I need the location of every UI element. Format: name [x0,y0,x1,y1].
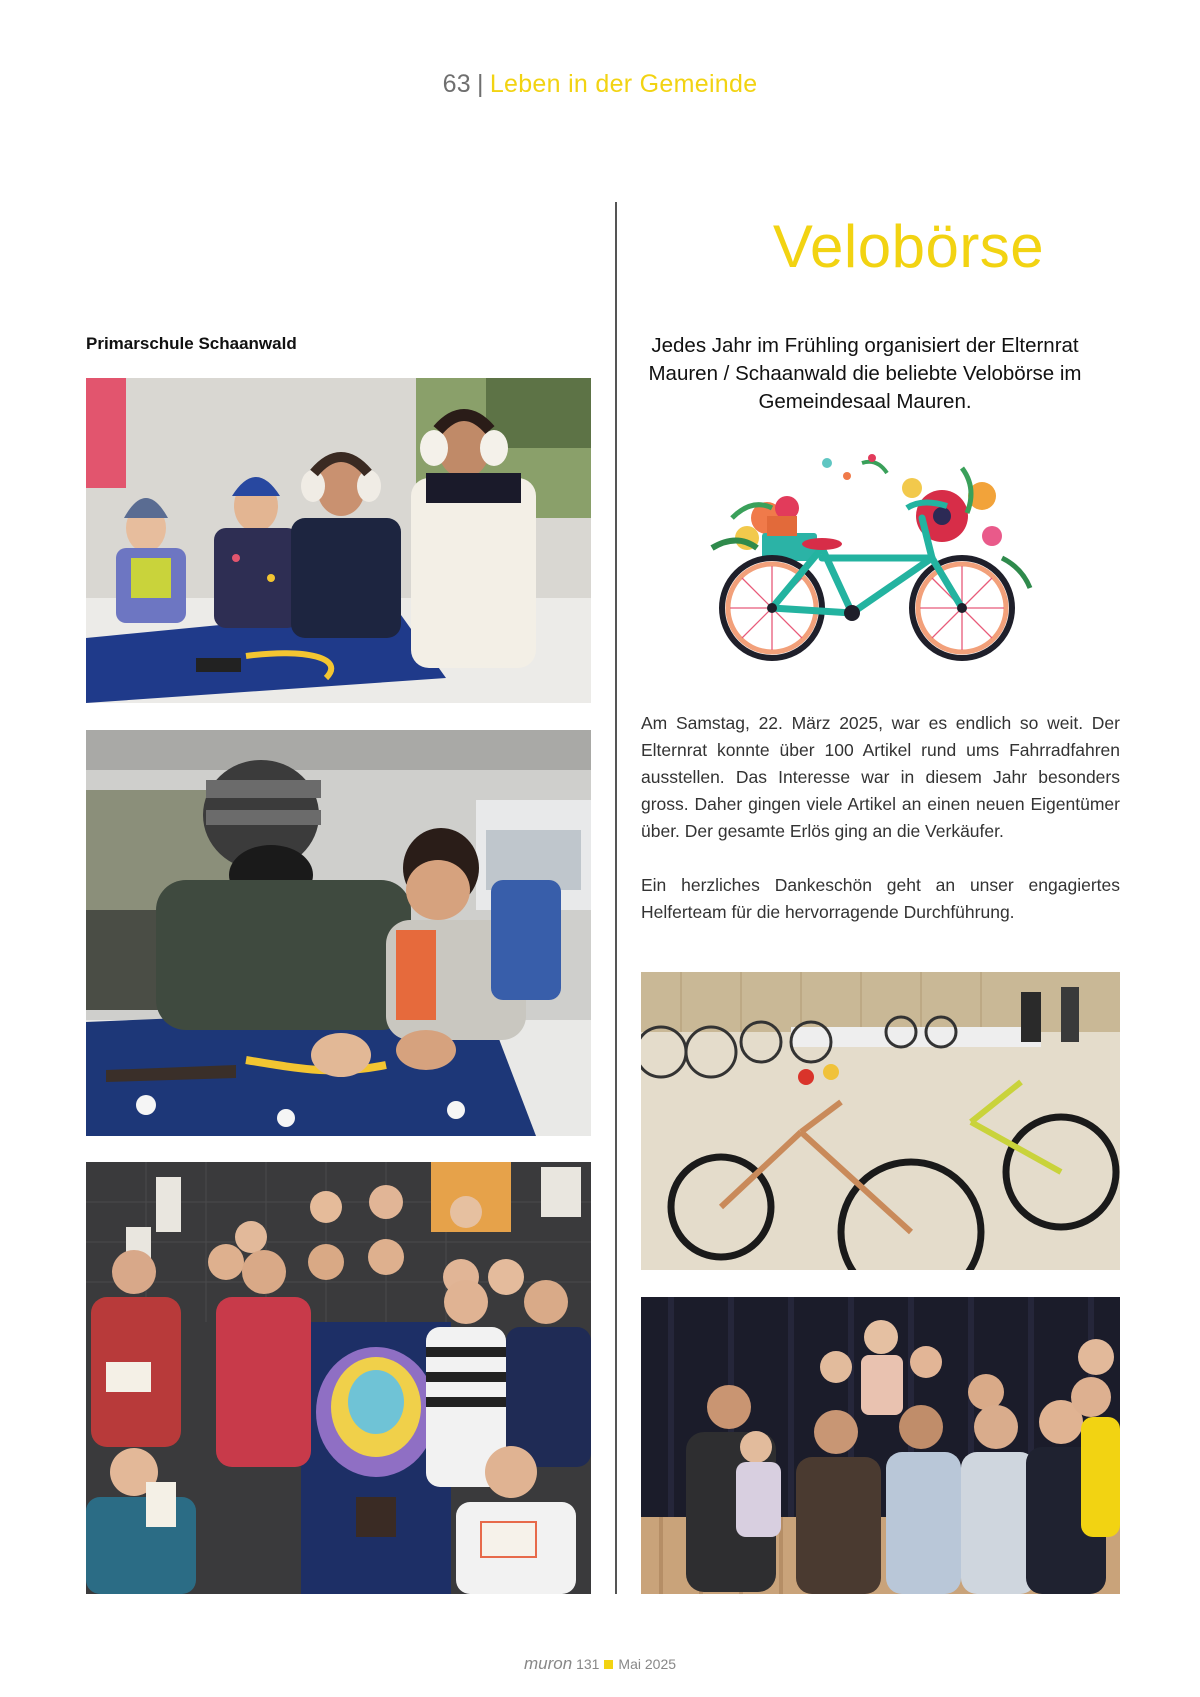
article-paragraph-2: Ein herzliches Dankeschön geht an unser engagiertes Helferteam für die hervorragende Durchführung. [641,875,1120,922]
article-paragraph-1: Am Samstag, 22. März 2025, war es endlich so weit. Der Elternrat konnte über 100 Artikel rund ums Fahrradfahren ausstellen. Das Interesse war in diesem Jahr besonders gross. Daher gingen viele Artikel an einen neuen Eigentümer über. Der gesamte Erlös ging an die Verkäufer. [641,713,1120,841]
footer-square-icon [604,1660,613,1669]
page-header [0,70,1200,99]
photo-helper-team [641,1297,1120,1594]
section-title: Leben in der Gemeinde [489,70,758,98]
photo-children-table [86,378,591,703]
footer-brand: muron [523,1654,573,1673]
photo-boys-mosaic [86,730,591,1136]
photo-bikes-hall [641,972,1120,1270]
left-caption: Primarschule Schaanwald [86,334,297,353]
bicycle-illustration [692,448,1044,668]
header-separator: | [477,70,484,98]
footer-issue: 131 [576,1656,600,1672]
article-body [641,710,1120,953]
page-number: 63 [442,70,472,98]
page-footer [0,1654,1200,1674]
photo-class-group [86,1162,591,1594]
column-divider [615,202,617,1594]
footer-date: Mai 2025 [618,1656,677,1672]
article-title: Velobörse [772,213,1045,280]
article-intro: Jedes Jahr im Frühling organisiert der Elternrat Mauren / Schaanwald die beliebte Velobörse im Gemeindesaal Mauren. [648,334,1082,413]
